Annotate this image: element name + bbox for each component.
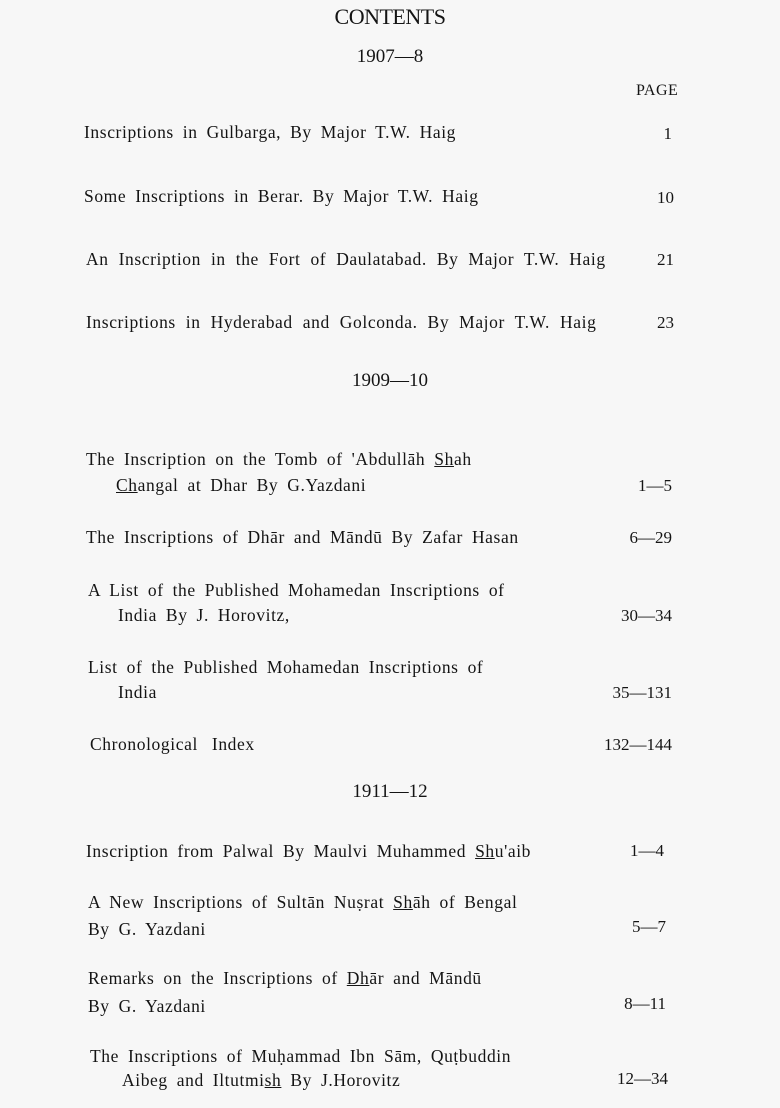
toc-entry-title: Chronological Index — [90, 734, 255, 754]
toc-entry-page: 12—34 — [617, 1069, 668, 1088]
toc-entry-page: 6—29 — [629, 528, 672, 547]
toc-entry-title-line2: Aibeg and Iltutmish By J.Horovitz — [122, 1070, 401, 1090]
toc-entry-title-line1: The Inscription on the Tomb of 'Abdullāh Shah — [86, 449, 472, 469]
toc-entry-page: 30—34 — [621, 606, 672, 625]
toc-entry-title-line1: List of the Published Mohamedan Inscriptions of — [88, 657, 484, 677]
toc-entry-title: Inscription from Palwal By Maulvi Muhammed Shu'aib — [86, 841, 532, 861]
toc-entry-title: An Inscription in the Fort of Daulatabad. By Major T.W. Haig — [86, 249, 606, 269]
toc-entry-page: 1—4 — [630, 841, 664, 860]
toc-entry-title-line2: India — [118, 682, 157, 702]
toc-entry-title: Some Inscriptions in Berar. By Major T.W. Haig — [84, 186, 479, 206]
toc-entry-title-line2: India By J. Horovitz, — [118, 605, 290, 625]
page-column-header: PAGE — [636, 82, 679, 99]
toc-entry-title: Inscriptions in Gulbarga, By Major T.W. Haig — [84, 122, 457, 142]
toc-entry-page: 10 — [657, 188, 674, 207]
toc-entry-title-line2: Changal at Dhar By G.Yazdani — [116, 475, 367, 495]
section-heading-1907: 1907—8 — [356, 46, 424, 67]
toc-entry-page: 1 — [663, 124, 672, 143]
toc-entry-title: The Inscriptions of Dhār and Māndū By Zafar Hasan — [86, 527, 519, 547]
page-title: CONTENTS — [334, 4, 446, 29]
section-heading-1911: 1911—12 — [352, 781, 428, 802]
toc-entry-title-line1: A New Inscriptions of Sultān Nuṣrat Shāh of Bengal — [88, 892, 518, 912]
toc-entry-page: 1—5 — [638, 476, 672, 495]
section-heading-1909: 1909—10 — [352, 370, 428, 391]
toc-entry-page: 5—7 — [632, 917, 666, 936]
toc-entry-title-line2: By G. Yazdani — [88, 919, 206, 939]
toc-entry-title-line1: Remarks on the Inscriptions of Dhār and Māndū — [88, 968, 482, 988]
toc-entry-page: 21 — [657, 250, 674, 269]
toc-entry-page: 132—144 — [604, 735, 672, 754]
toc-entry-page: 23 — [657, 313, 674, 332]
toc-entry-page: 35—131 — [612, 683, 672, 702]
toc-entry-title-line1: A List of the Published Mohamedan Inscriptions of — [88, 580, 505, 600]
toc-entry-title-line1: The Inscriptions of Muḥammad Ibn Sām, Quṭbuddin — [90, 1046, 512, 1066]
toc-entry-title: Inscriptions in Hyderabad and Golconda. By Major T.W. Haig — [86, 312, 597, 332]
toc-entry-title-line2: By G. Yazdani — [88, 996, 206, 1016]
toc-entry-page: 8—11 — [624, 994, 666, 1013]
